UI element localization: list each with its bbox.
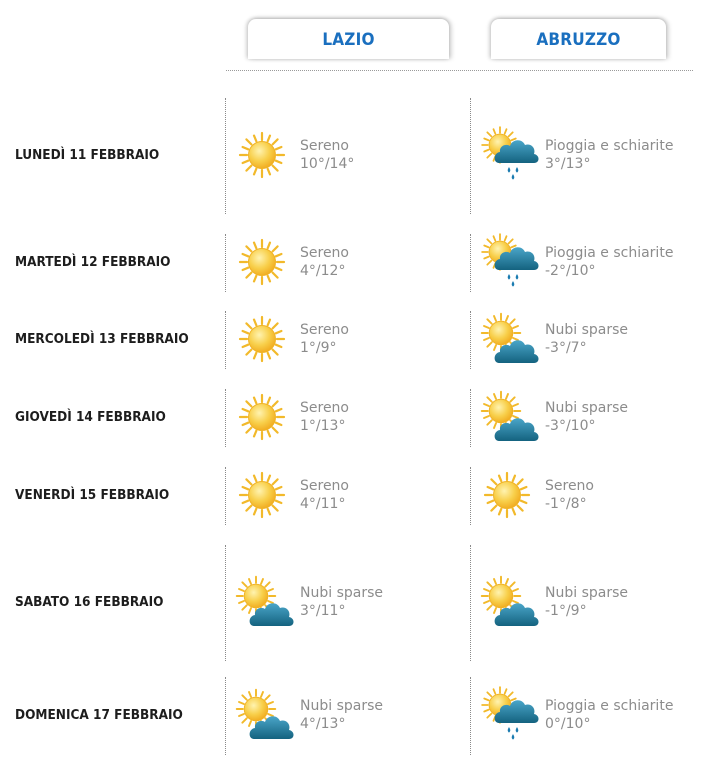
condition-label: Sereno bbox=[300, 322, 349, 338]
condition-label: Nubi sparse bbox=[545, 585, 628, 601]
forecast-text bbox=[545, 244, 673, 280]
temperature-range: 0°/10° bbox=[545, 716, 591, 732]
partly-cloudy-icon bbox=[236, 578, 292, 628]
forecast-cell-lazio bbox=[225, 98, 466, 214]
forecast-row bbox=[0, 677, 709, 755]
temperature-range: 4°/12° bbox=[300, 263, 346, 279]
forecast-cell-abruzzo bbox=[470, 389, 706, 447]
temperature-range: 1°/13° bbox=[300, 418, 346, 434]
forecast-text bbox=[300, 244, 349, 280]
condition-label: Nubi sparse bbox=[545, 322, 628, 338]
forecast-row bbox=[0, 389, 709, 447]
sun-icon bbox=[236, 238, 292, 288]
day-label: MARTEDÌ 12 FEBBRAIO bbox=[15, 254, 171, 270]
rain-showers-icon bbox=[481, 238, 537, 288]
temperature-range: -3°/7° bbox=[545, 340, 587, 356]
forecast-row bbox=[0, 467, 709, 525]
forecast-text bbox=[545, 697, 673, 733]
day-label: LUNEDÌ 11 FEBBRAIO bbox=[15, 147, 160, 163]
condition-label: Nubi sparse bbox=[300, 585, 383, 601]
forecast-cell-abruzzo bbox=[470, 545, 706, 661]
temperature-range: 1°/9° bbox=[300, 340, 337, 356]
forecast-cell-abruzzo bbox=[470, 98, 706, 214]
sun-icon bbox=[236, 131, 292, 181]
forecast-text bbox=[545, 477, 594, 513]
condition-label: Nubi sparse bbox=[545, 400, 628, 416]
forecast-cell-lazio bbox=[225, 234, 466, 292]
temperature-range: -3°/10° bbox=[545, 418, 596, 434]
forecast-text bbox=[545, 137, 673, 173]
temperature-range: 4°/13° bbox=[300, 716, 346, 732]
temperature-range: 3°/11° bbox=[300, 603, 346, 619]
temperature-range: 4°/11° bbox=[300, 496, 346, 512]
condition-label: Nubi sparse bbox=[300, 698, 383, 714]
sun-icon bbox=[236, 315, 292, 365]
forecast-text bbox=[545, 584, 628, 620]
forecast-cell-abruzzo bbox=[470, 234, 706, 292]
tab-abruzzo[interactable]: ABRUZZO bbox=[491, 19, 666, 59]
condition-label: Pioggia e schiarite bbox=[545, 245, 674, 261]
condition-label: Pioggia e schiarite bbox=[545, 698, 674, 714]
forecast-cell-lazio bbox=[225, 545, 466, 661]
forecast-row bbox=[0, 98, 709, 214]
partly-cloudy-icon bbox=[481, 393, 537, 443]
forecast-cell-abruzzo bbox=[470, 677, 706, 755]
sun-icon bbox=[481, 471, 537, 521]
day-label: VENERDÌ 15 FEBBRAIO bbox=[15, 487, 170, 503]
forecast-cell-lazio bbox=[225, 467, 466, 525]
temperature-range: 10°/14° bbox=[300, 156, 355, 172]
condition-label: Sereno bbox=[300, 400, 349, 416]
temperature-range: -1°/9° bbox=[545, 603, 587, 619]
forecast-cell-lazio bbox=[225, 311, 466, 369]
day-label: MERCOLEDÌ 13 FEBBRAIO bbox=[15, 331, 189, 347]
forecast-text bbox=[300, 137, 354, 173]
forecast-row bbox=[0, 311, 709, 369]
day-label: GIOVEDÌ 14 FEBBRAIO bbox=[15, 409, 166, 425]
temperature-range: -2°/10° bbox=[545, 263, 596, 279]
forecast-cell-lazio bbox=[225, 389, 466, 447]
rain-showers-icon bbox=[481, 691, 537, 741]
partly-cloudy-icon bbox=[481, 315, 537, 365]
condition-label: Sereno bbox=[300, 478, 349, 494]
condition-label: Sereno bbox=[545, 478, 594, 494]
partly-cloudy-icon bbox=[236, 691, 292, 741]
forecast-text bbox=[300, 584, 383, 620]
rain-showers-icon bbox=[481, 131, 537, 181]
condition-label: Sereno bbox=[300, 245, 349, 261]
forecast-cell-lazio bbox=[225, 677, 466, 755]
forecast-text bbox=[300, 697, 383, 733]
tab-lazio[interactable]: LAZIO bbox=[248, 19, 449, 59]
forecast-text bbox=[545, 321, 628, 357]
forecast-text bbox=[300, 321, 349, 357]
forecast-text bbox=[300, 477, 349, 513]
forecast-cell-abruzzo bbox=[470, 311, 706, 369]
condition-label: Sereno bbox=[300, 138, 349, 154]
sun-icon bbox=[236, 471, 292, 521]
forecast-cell-abruzzo bbox=[470, 467, 706, 525]
forecast-text bbox=[545, 399, 628, 435]
forecast-row bbox=[0, 234, 709, 292]
day-label: SABATO 16 FEBBRAIO bbox=[15, 594, 164, 610]
day-label: DOMENICA 17 FEBBRAIO bbox=[15, 707, 183, 723]
sun-icon bbox=[236, 393, 292, 443]
forecast-row bbox=[0, 545, 709, 661]
condition-label: Pioggia e schiarite bbox=[545, 138, 674, 154]
temperature-range: 3°/13° bbox=[545, 156, 591, 172]
forecast-text bbox=[300, 399, 349, 435]
temperature-range: -1°/8° bbox=[545, 496, 587, 512]
partly-cloudy-icon bbox=[481, 578, 537, 628]
header-divider bbox=[226, 70, 693, 71]
